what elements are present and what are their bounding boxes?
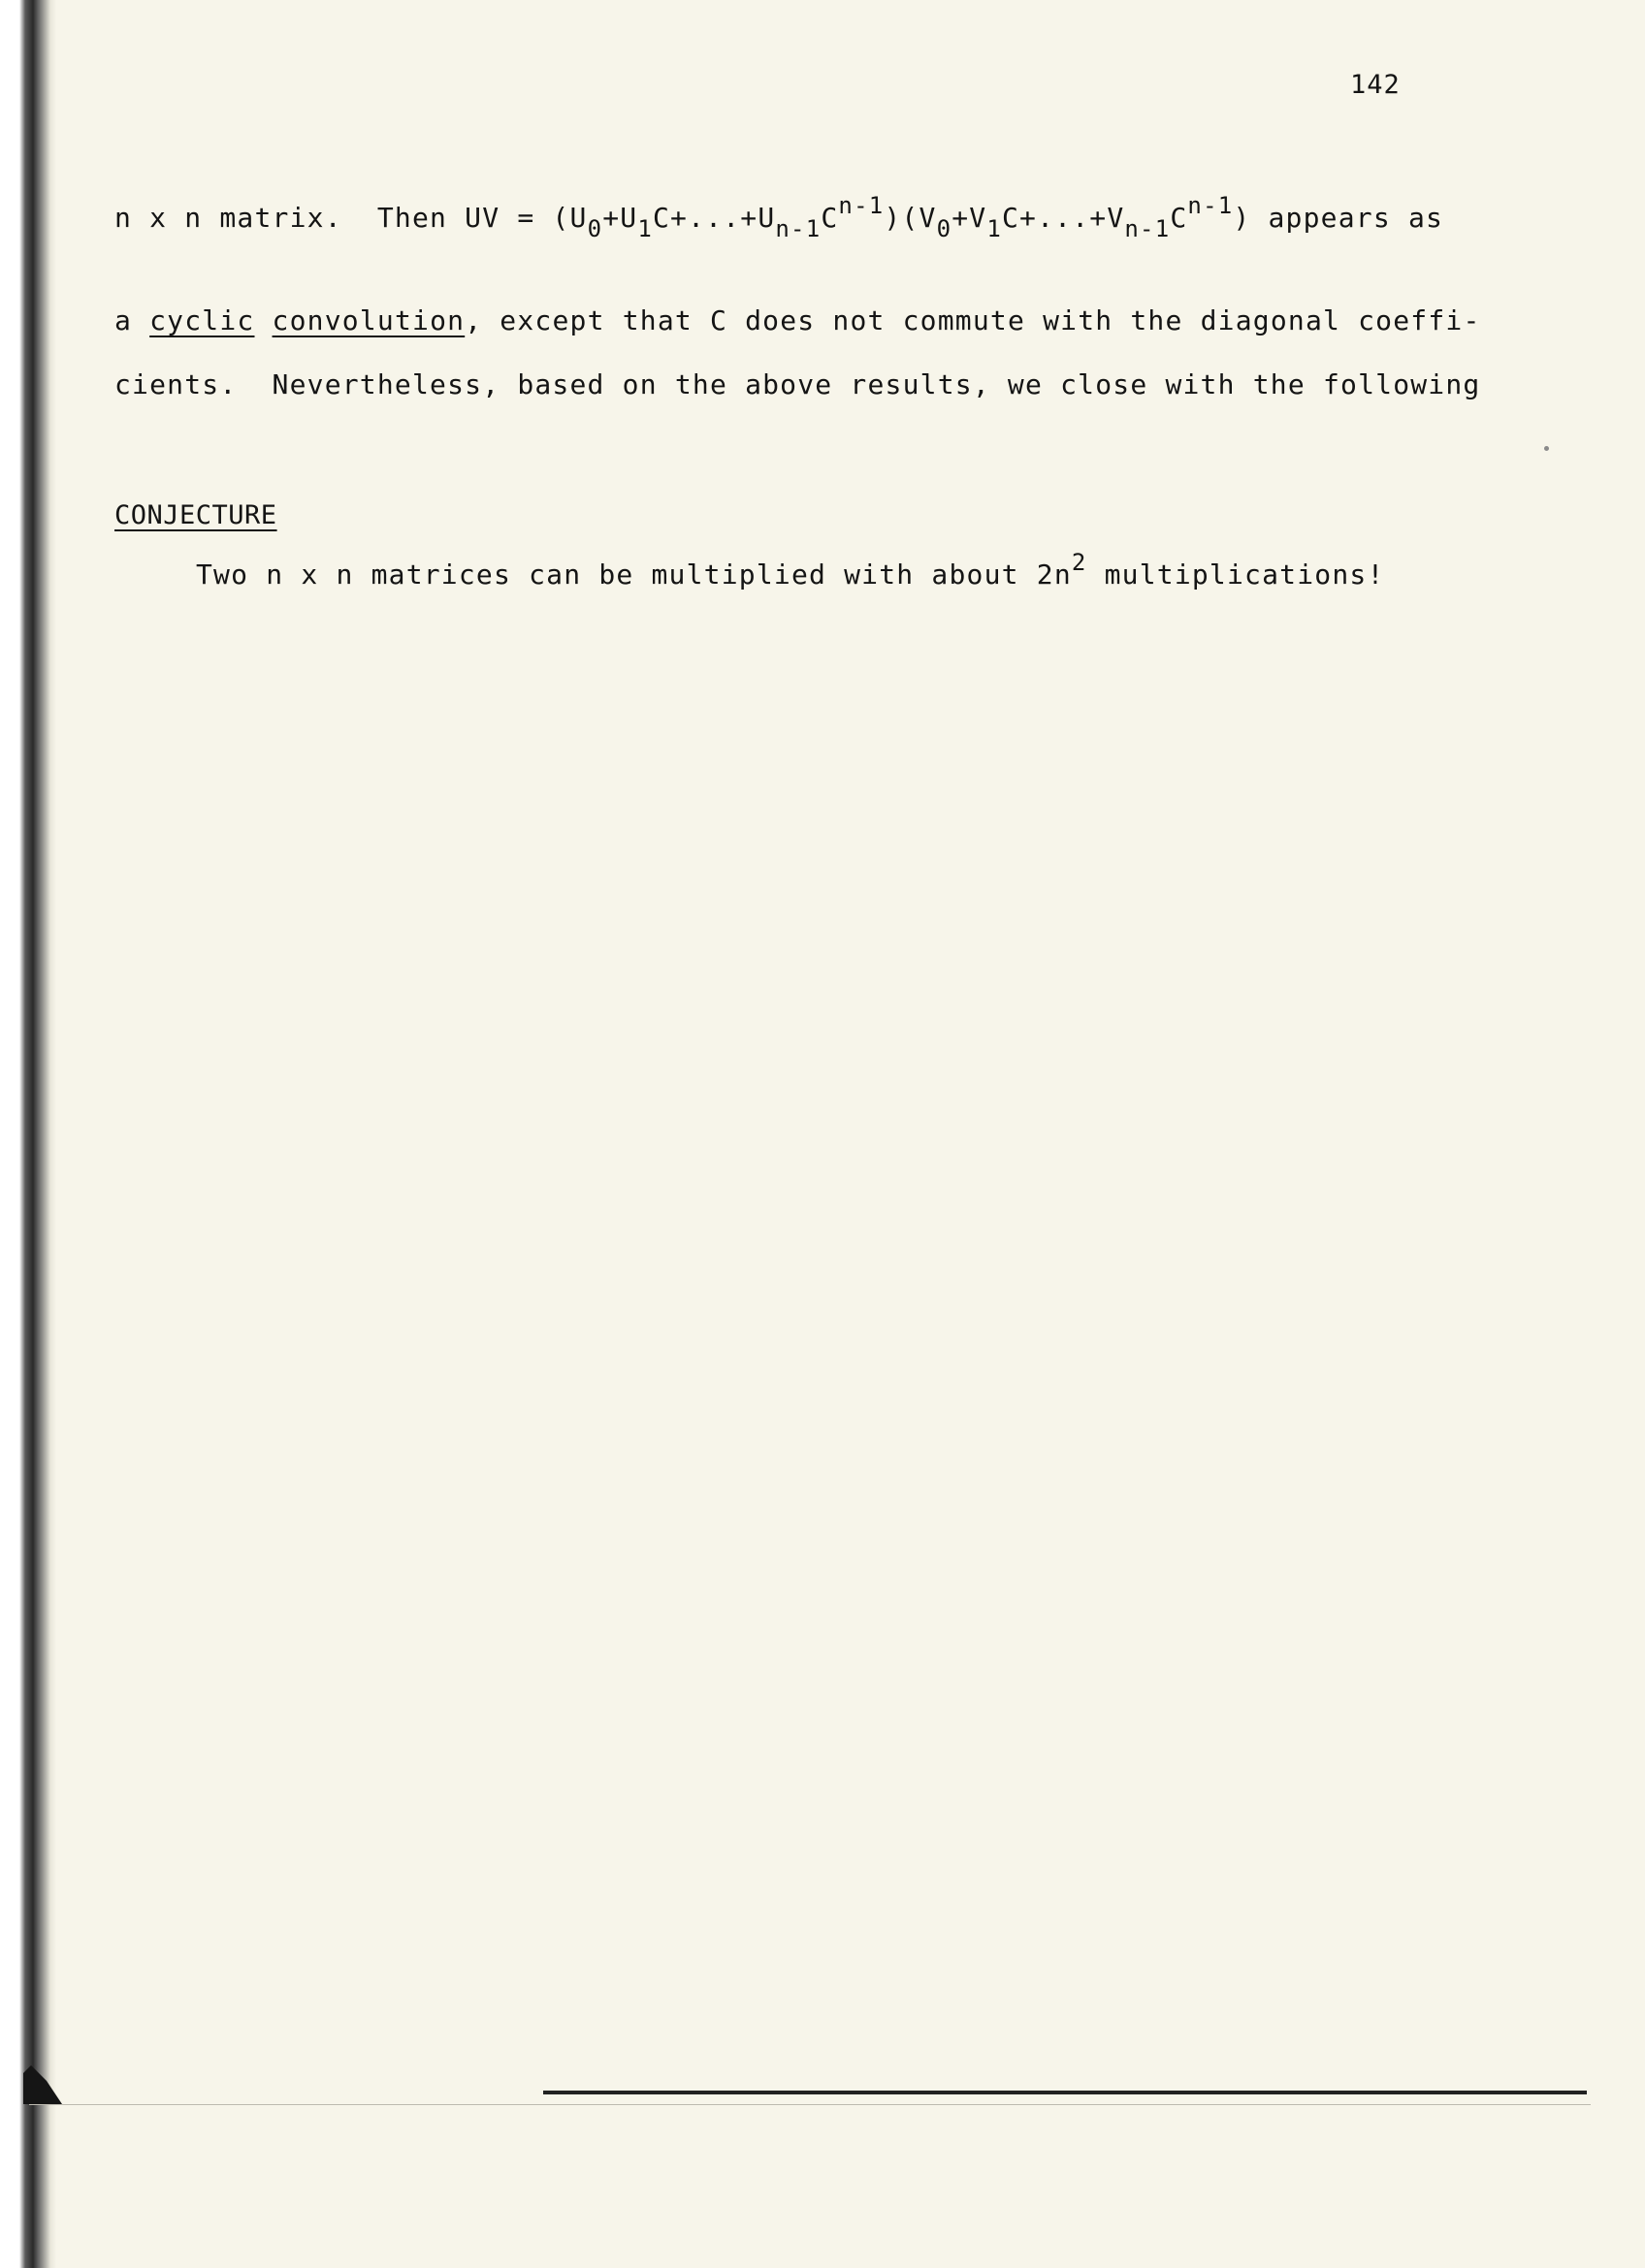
underlined-term-cyclic: cyclic — [149, 304, 255, 336]
conjecture-heading: CONJECTURE — [114, 500, 277, 530]
bottom-rule — [543, 2091, 1587, 2094]
page-bottom-edge — [29, 2104, 1591, 2105]
speck — [1544, 446, 1549, 451]
text-line-2: a cyclic convolution, except that C does not commute with the diagonal coeffi- — [114, 304, 1481, 336]
text-line-1: n x n matrix. Then UV = $(U_0+U_1C+...+U_{n-1}C^{n-1})(V_0+V_1C+...+V_{n-1}C^{n-1})$ appears as — [114, 192, 1444, 242]
page-binding-edge — [0, 0, 56, 2268]
underlined-term-convolution: convolution — [272, 304, 466, 336]
conjecture-statement: Two n x n matrices can be multiplied with about $2n^2$ multiplications! — [196, 549, 1385, 591]
page-number: 142 — [1350, 70, 1401, 100]
text-line-3: cients. Nevertheless, based on the above results, we close with the following — [114, 368, 1481, 400]
